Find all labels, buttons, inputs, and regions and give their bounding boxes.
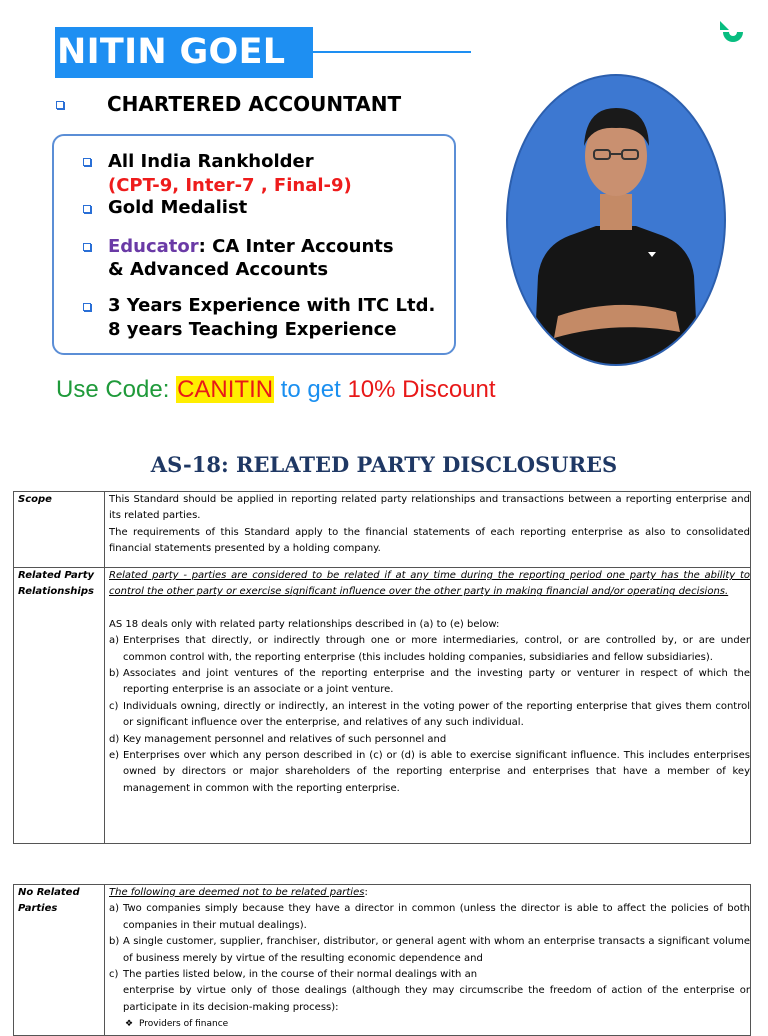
disclosure-table-1 [13,491,751,844]
row-label-related-party: Related Party Relationships [14,568,105,844]
credential-educator [108,236,394,258]
credential-rankholder: All India Rankholder [108,151,314,172]
promo-code[interactable]: CANITIN [177,376,274,403]
list-item: e) Enterprises over which any person described in (c) or (d) is able to exercise significant influence. This includes enterprises owned by directors or major shareholders of the reporting enterprise and enterprises that have a member of key management in common with the reporting enterprise. [109,750,750,794]
related-party-intro: AS 18 deals only with related party relationships described in (a) to (e) below: [109,618,500,630]
list-item: b) A single customer, supplier, franchiser, distributor, or general agent with whom an enterprise transacts a significant volume of business merely by virtue of the resulting economic dependence and [109,936,750,964]
promo-middle: to get [274,376,348,403]
name-banner: NITIN GOEL [55,27,313,78]
credential-ranks: (CPT-9, Inter-7 , Final-9) [108,175,352,196]
scope-body [105,492,751,568]
row-label-scope: Scope [14,492,105,568]
square-bullet-icon [83,205,91,213]
role-title: CHARTERED ACCOUNTANT [107,92,402,116]
list-item: c) The parties listed below, in the course of their normal dealings with an [109,969,478,981]
scope-paragraph: This Standard should be applied in reporting related party relationships and transactions between a reporting enterprise and its related parties. [109,494,750,522]
square-bullet-icon [83,303,91,311]
name-underline [313,51,471,53]
unacademy-logo-icon [718,20,748,46]
table-row [14,885,751,1036]
square-bullet-icon [83,158,91,166]
table-row [14,568,751,844]
no-related-list [109,901,750,1032]
no-related-body [105,885,751,1036]
disclosure-table-2 [13,884,751,1036]
document-title: AS-18: RELATED PARTY DISCLOSURES [150,452,618,477]
list-item: c) Individuals owning, directly or indirectly, an interest in the voting power of the reporting enterprise that gives them control or significant influence over the enterprise, and relatives of any such individual. [109,700,750,729]
educator-subject: : CA Inter Accounts [198,236,394,257]
credential-teaching: 8 years Teaching Experience [108,319,397,340]
table-row [14,492,751,568]
credential-educator-line2: & Advanced Accounts [108,259,329,280]
credential-itc: 3 Years Experience with ITC Ltd. [108,295,436,316]
list-item: a) Enterprises that directly, or indirectly through one or more intermediaries, control, or are controlled by, or are under common control with, the reporting enterprise (this includes holding companies, subsidiaries and fellow subsidiaries). [109,635,750,663]
educator-photo [506,74,726,366]
diamond-bullet-icon: ❖ [125,1019,134,1030]
promo-discount: 10% Discount [347,376,496,403]
promo-line [56,374,496,406]
educator-label: Educator [108,236,199,257]
square-bullet-icon [83,243,91,251]
related-party-definition: Related party - parties are considered to be related if at any time during the reporting period one party has the ability to control the other party or exercise significant influence over the other party in making financial and/or operating decisions. [109,570,750,598]
list-item: b) Associates and joint ventures of the reporting enterprise and the investing party or venturer in respect of which the reporting enterprise is an associate or a joint venture. [109,668,750,696]
related-party-list [109,633,750,797]
list-item: d) Key management personnel and relatives of such personnel and [109,733,447,745]
list-item: enterprise by virtue only of those dealings (although they may circumscribe the freedom of action of the enterprise or participate in its decision-making process): [123,985,750,1013]
credential-gold-medalist: Gold Medalist [108,197,248,218]
person-icon [508,76,724,364]
list-item: a) Two companies simply because they have a director in common (unless the director is able to affect the policies of both companies in their mutual dealings). [109,903,750,931]
related-party-body [105,568,751,844]
no-related-intro: The following are deemed not to be related parties: [109,887,368,898]
promo-prefix: Use Code: [56,376,177,403]
row-label-no-related: No Related Parties [14,885,105,1036]
list-item: ❖ Providers of finance [109,1016,750,1032]
square-bullet-icon [56,101,64,109]
scope-paragraph: The requirements of this Standard apply to the financial statements of each reporting enterprise as also to consolidated financial statements presented by a holding company. [109,526,750,555]
